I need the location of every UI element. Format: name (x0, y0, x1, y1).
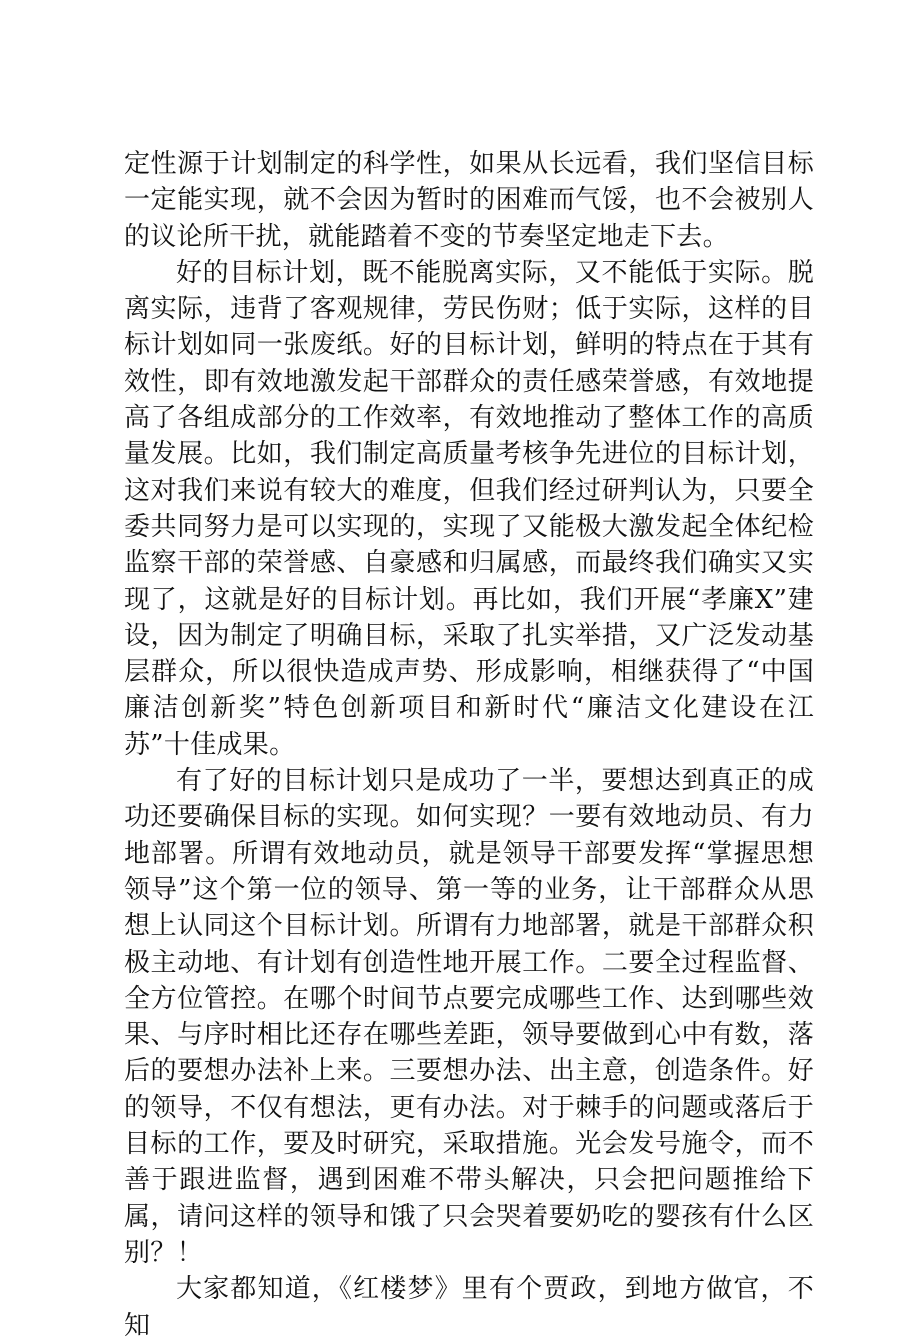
paragraph-continued: 定性源于计划制定的科学性，如果从长远看，我们坚信目标一定能实现，就不会因为暂时的困难而气馁，也不会被别人的议论所干扰，就能踏着不变的节奏坚定地走下去。 (124, 149, 814, 252)
paragraph-goal-implementation: 有了好的目标计划只是成功了一半，要想达到真正的成功还要确保目标的实现。如何实现？一要有效地动员、有力地部署。所谓有效地动员，就是领导干部要发挥“掌握思想领导”这个第一位的领导、第一等的业务，让干部群众从思想上认同这个目标计划。所谓有力地部署，就是干部群众积极主动地、有计划有创造性地开展工作。二要全过程监督、全方位管控。在哪个时间节点要完成哪些工作、达到哪些效果、与序时相比还存在哪些差距，领导要做到心中有数，落后的要想办法补上来。三要想办法、出主意，创造条件。好的领导，不仅有想法，更有办法。对于棘手的问题或落后于目标的工作，要及时研究，采取措施。光会发号施令，而不善于跟进监督，遇到困难不带头解决，只会把问题推给下属，请问这样的领导和饿了只会哭着要奶吃的婴孩有什么区别？！ (124, 766, 814, 1268)
paragraph-red-mansions: 大家都知道，《红楼梦》里有个贾政，到地方做官，不知 (124, 1274, 814, 1341)
document-body (124, 146, 814, 1344)
paragraph-goal-plan: 好的目标计划，既不能脱离实际，又不能低于实际。脱离实际，违背了客观规律，劳民伤财；低于实际，这样的目标计划如同一张废纸。好的目标计划，鲜明的特点在于其有效性，即有效地激发起干部群众的责任感荣誉感，有效地提高了各组成部分的工作效率，有效地推动了整体工作的高质量发展。比如，我们制定高质量考核争先进位的目标计划，这对我们来说有较大的难度，但我们经过研判认为，只要全委共同努力是可以实现的，实现了又能极大激发起全体纪检监察干部的荣誉感、自豪感和归属感，而最终我们确实又实现了，这就是好的目标计划。再比如，我们开展“孝廉X”建设，因为制定了明确目标，采取了扎实举措，又广泛发动基层群众，所以很快造成声势、形成影响，相继获得了“中国廉洁创新奖”特色创新项目和新时代“廉洁文化建设在江苏”十佳成果。 (124, 257, 814, 760)
